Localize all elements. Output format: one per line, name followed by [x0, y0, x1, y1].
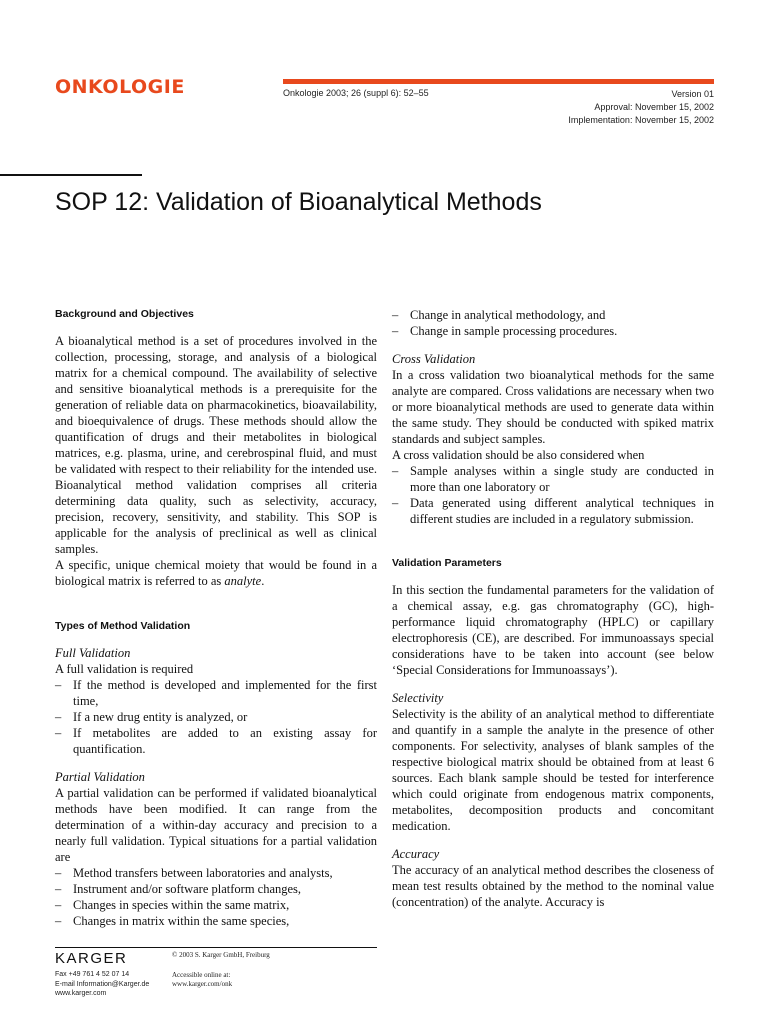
list-item: – Changes in species within the same matrix,	[55, 897, 377, 913]
list-item: – Sample analyses within a single study are conducted in more than one laboratory or	[392, 463, 714, 495]
implementation-date: Implementation: November 15, 2002	[568, 115, 714, 125]
publisher-website: www.karger.com	[55, 990, 107, 997]
subheading-partial-validation: Partial Validation	[55, 770, 145, 784]
paragraph-validation-parameters: In this section the fundamental parameters for the validation of a chemical assay, e.g. gas chromatography (GC), high-performance liquid chromatography (HPLC) or capillary electrophoresis (CE), are described. For immunoassays special considerations have to be taken into account (see below ‘Special Considerations for Immunoassays’).	[392, 583, 714, 677]
list-item: – Change in analytical methodology, and	[392, 307, 714, 323]
list-item: – Data generated using different analytical techniques in different studies are included in a regulatory submission.	[392, 495, 714, 527]
list-item: – Change in sample processing procedures.	[392, 323, 714, 339]
list-item: – If a new drug entity is analyzed, or	[55, 709, 377, 725]
list-item: – If the method is developed and implemented for the first time,	[55, 677, 377, 709]
full-validation-intro: A full validation is required	[55, 662, 194, 676]
subheading-accuracy: Accuracy	[392, 847, 440, 861]
selectivity-text: Selectivity is the ability of an analytical method to differentiate and quantify in a sample the analyte in the presence of other components. For selectivity, analyses of blank samples of the respective biological matrix should be obtained from at least 6 sources. Each blank sample should be tested for interference which could originate from endogenous matrix components, metabolites, decomposition products and concomitant medication.	[392, 707, 714, 833]
list-item: – If metabolites are added to an existing assay for quantification.	[55, 725, 377, 757]
email-address: E-mail Information@Karger.de	[55, 980, 150, 988]
online-access-label: Accessible online at:	[172, 970, 231, 979]
full-validation-list	[55, 677, 377, 757]
list-item: – Instrument and/or software platform changes,	[55, 881, 377, 897]
heading-types: Types of Method Validation	[55, 620, 191, 632]
cross-validation-text: In a cross validation two bioanalytical methods for the same analyte are compared. Cross validations are necessary when two or more bioanalytical methods are used to generate data within the same study. They should be conducted with spiked matrix standards and subject samples.	[392, 368, 714, 446]
copyright-block	[172, 951, 270, 990]
right-column	[392, 307, 714, 910]
cross-validation-intro: A cross validation should be also considered when	[392, 448, 645, 462]
paragraph-analyte: A specific, unique chemical moiety that would be found in a biological matrix is referred to as analyte.	[55, 558, 377, 588]
subheading-selectivity: Selectivity	[392, 691, 444, 705]
partial-validation-list	[55, 865, 377, 929]
fax-number: Fax +49 761 4 52 07 14	[55, 971, 130, 978]
subheading-full-validation: Full Validation	[55, 646, 131, 660]
publisher-contact	[55, 970, 149, 999]
header-accent-rule	[283, 79, 714, 84]
heading-background: Background and Objectives	[55, 308, 194, 320]
partial-validation-list-continued	[392, 307, 714, 339]
copyright-notice: © 2003 S. Karger GmbH, Freiburg	[172, 951, 270, 959]
analyte-term: analyte	[224, 574, 262, 588]
list-item: – Changes in matrix within the same species,	[55, 913, 377, 929]
publisher-logo: KARGER	[55, 950, 128, 967]
subheading-cross-validation: Cross Validation	[392, 352, 476, 366]
document-meta	[568, 88, 714, 127]
left-column	[55, 307, 377, 929]
list-item: – Method transfers between laboratories and analysts,	[55, 865, 377, 881]
article-title: SOP 12: Validation of Bioanalytical Methods	[55, 188, 542, 216]
heading-validation-parameters: Validation Parameters	[392, 557, 502, 569]
online-access-url: www.karger.com/onk	[172, 980, 233, 988]
journal-logo: ONKOLOGIE	[55, 76, 185, 98]
version-label: Version 01	[671, 89, 714, 99]
paragraph-background: A bioanalytical method is a set of procedures involved in the collection, processing, storage, and analysis of a biological matrix for a chemical compound. The availability of selective and sensitive bioanalytical methods is a prerequisite for the generation of reliable data on pharmacokinetics, bioavailability, and bioequivalence of drugs. These methods should allow the quantification of drugs and their metabolites in biological matrices, e.g. plasma, urine, and cerebrospinal fluid, and must be validated with respect to their reliability for the intended use. Bioanalytical method validation comprises all criteria determining data quality, such as selectivity, accuracy, precision, recovery, sensitivity, and stability. This SOP is applicable for the analysis of preclinical as well as clinical samples.	[55, 334, 377, 556]
journal-citation: Onkologie 2003; 26 (suppl 6): 52–55	[283, 88, 429, 98]
title-rule	[0, 174, 142, 176]
accuracy-text: The accuracy of an analytical method describes the closeness of mean test results obtained by the method to the nominal value (concentration) of the analyte. Accuracy is	[392, 863, 714, 909]
approval-date: Approval: November 15, 2002	[594, 102, 714, 112]
footer-rule	[55, 947, 377, 948]
partial-validation-text: A partial validation can be performed if validated bioanalytical methods have been modified. It can range from the determination of a within-day accuracy and precision to a nearly full validation. Typical situations for a partial validation are	[55, 786, 377, 864]
cross-validation-list	[392, 463, 714, 527]
